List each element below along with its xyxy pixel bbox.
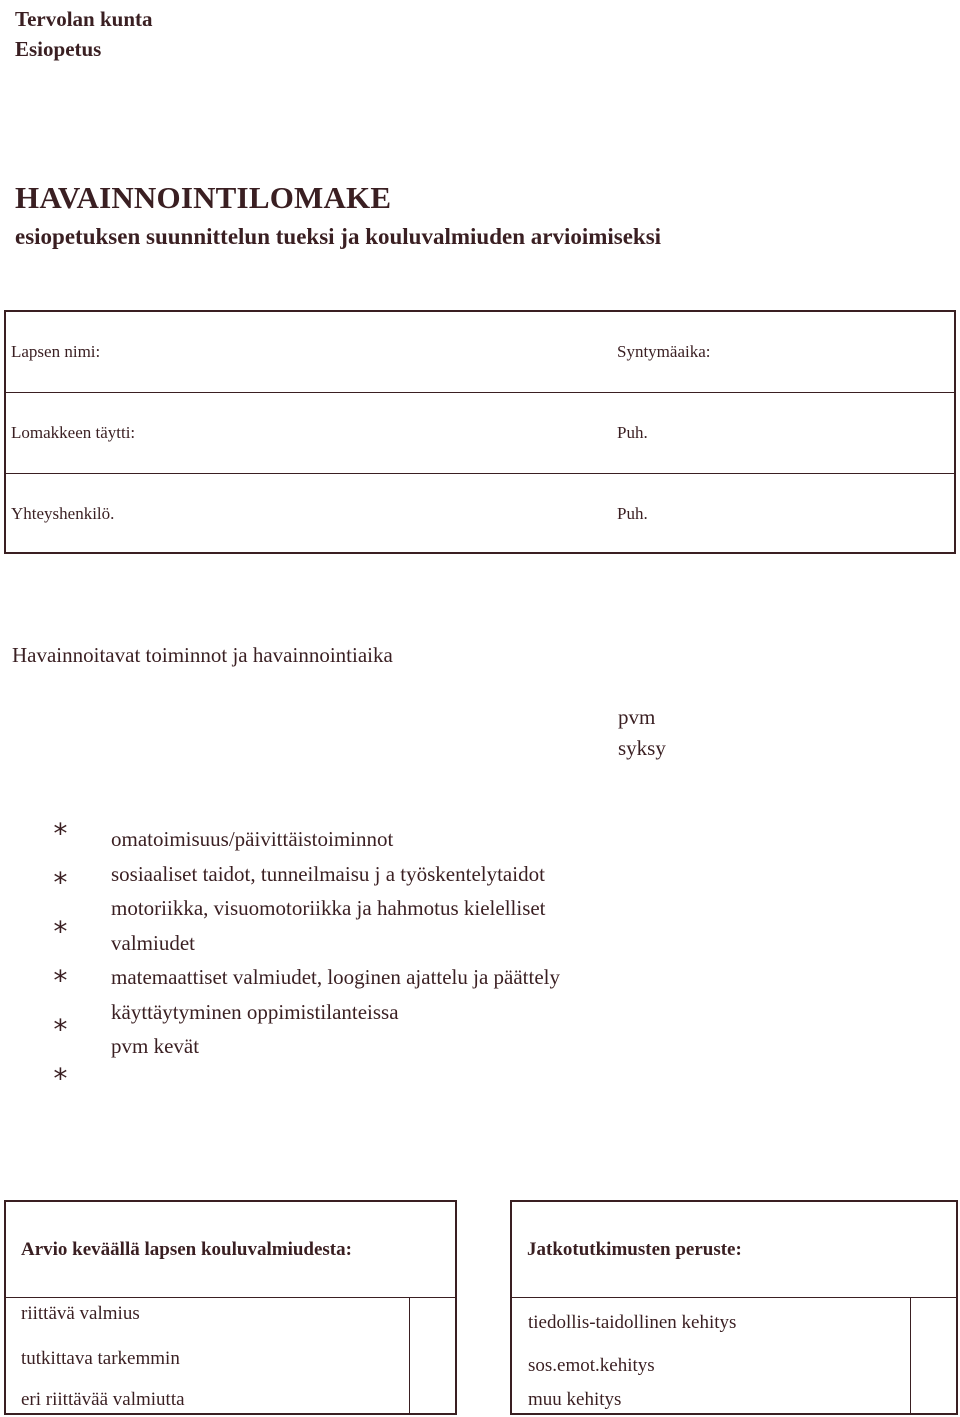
- municipality-name: Tervolan kunta: [15, 7, 153, 31]
- contact-person-row[interactable]: [6, 474, 954, 555]
- contact-person-label: Yhteyshenkilö.: [11, 504, 115, 523]
- option-needs-further-study: tutkittava tarkemmin: [21, 1348, 180, 1369]
- autumn-label: syksy: [618, 736, 666, 760]
- option-other-development: muu kehitys: [528, 1389, 622, 1410]
- observation-item: matemaattiset valmiudet, looginen ajattelu ja päättely: [111, 965, 561, 989]
- assessment-header: [6, 1202, 455, 1298]
- bullet-star: *: [52, 1062, 69, 1095]
- bullet-star: *: [52, 915, 69, 948]
- observation-items: [111, 822, 671, 1064]
- child-info-form: [4, 310, 956, 554]
- observation-heading: Havainnoitavat toiminnot ja havainnointiaika: [12, 643, 393, 667]
- form-title: HAVAINNOINTILOMAKE: [15, 180, 392, 215]
- observation-item: valmiudet: [111, 930, 195, 955]
- further-study-header: [512, 1202, 956, 1298]
- form-subtitle: esiopetuksen suunnittelun tueksi ja kouluvalmiuden arvioimiseksi: [15, 224, 662, 249]
- further-study-box: [510, 1200, 958, 1415]
- further-study-checkbox-column[interactable]: [910, 1298, 959, 1413]
- filled-by-row[interactable]: [6, 393, 954, 474]
- document-header: [15, 4, 153, 64]
- observation-item: pvm kevät: [111, 1034, 200, 1058]
- date-label: pvm: [618, 705, 656, 729]
- child-name-label: Lapsen nimi:: [11, 342, 101, 361]
- child-name-row[interactable]: [6, 312, 954, 393]
- observation-item: sosiaaliset taidot, tunneilmaisu j a työskentelytaidot: [111, 861, 545, 886]
- option-socio-emotional-development: sos.emot.kehitys: [528, 1355, 655, 1376]
- bullet-star: *: [52, 817, 69, 850]
- contact-phone-label: Puh.: [617, 504, 648, 523]
- option-insufficient-readiness: eri riittävää valmiutta: [21, 1389, 185, 1410]
- observation-item: käyttäytyminen oppimistilanteissa: [111, 999, 399, 1024]
- autumn-date-block: [618, 702, 666, 764]
- observation-item: motoriikka, visuomotoriikka ja hahmotus kielelliset: [111, 896, 546, 920]
- option-sufficient-readiness: riittävä valmius: [21, 1303, 140, 1324]
- further-study-heading: Jatkotutkimusten peruste:: [527, 1239, 742, 1260]
- birth-date-label: Syntymäaika:: [617, 342, 711, 361]
- unit-name: Esiopetus: [15, 37, 102, 61]
- filled-by-label: Lomakkeen täytti:: [11, 423, 136, 442]
- bullet-star: *: [52, 866, 69, 899]
- option-cognitive-development: tiedollis-taidollinen kehitys: [528, 1312, 737, 1333]
- bullet-star: *: [52, 964, 69, 997]
- readiness-assessment-box: [4, 1200, 457, 1415]
- assessment-heading: Arvio keväällä lapsen kouluvalmiudesta:: [21, 1239, 352, 1260]
- bullet-star: *: [52, 1013, 69, 1046]
- assessment-checkbox-column[interactable]: [409, 1298, 458, 1413]
- observation-item: omatoimisuus/päivittäistoiminnot: [111, 827, 394, 851]
- phone-label: Puh.: [617, 423, 648, 442]
